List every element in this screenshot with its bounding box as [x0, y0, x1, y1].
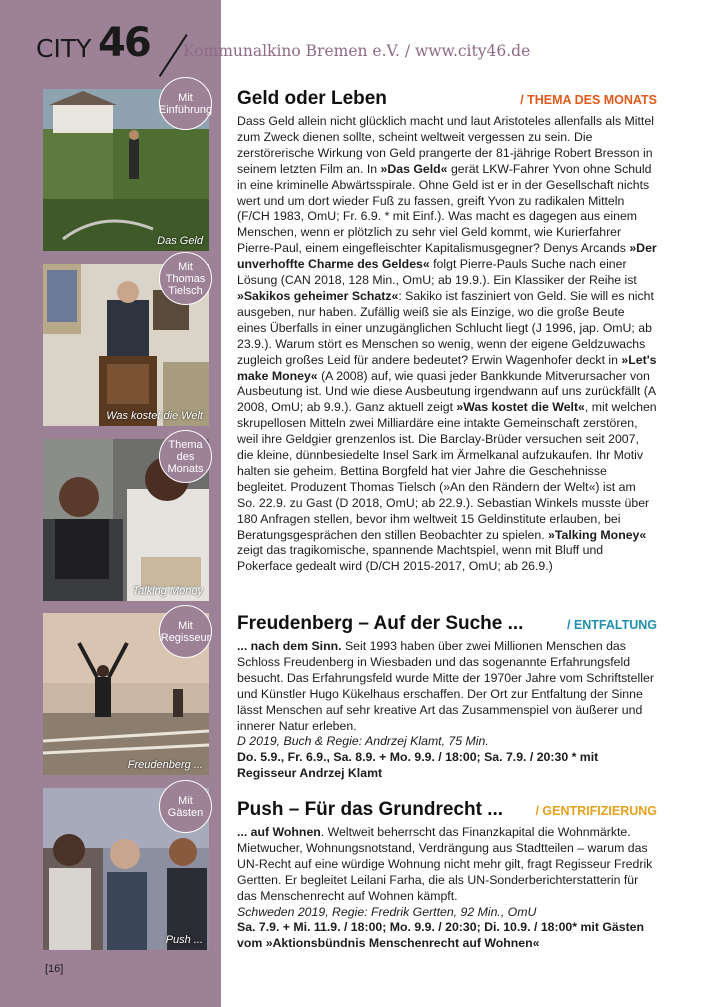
- film-title[interactable]: »Das Geld«: [380, 161, 448, 176]
- article-body: ... nach dem Sinn. Seit 1993 haben über zwei Millionen Menschen das Schloss Freudenberg in Wiesbaden und das sogenannte Erfahrungsfeld besucht. Das Erfahrungsfeld wurde Mitte der 1970er Jahre vom Schriftsteller und Künstler Hugo Kükelhaus erschaffen. Der Ort zur Entfaltung der Sinne lässt Menschen auf sehr kreative Art das Zusammenspiel von äußerer und innerer Natur erleben.: [237, 639, 654, 733]
- article-title[interactable]: Geld oder Leben: [237, 88, 387, 109]
- article-title-row: [237, 611, 657, 635]
- film-title[interactable]: »Was kostet die Welt«: [456, 400, 585, 415]
- article-tag[interactable]: / ENTFALTUNG: [566, 618, 657, 632]
- article-title-row: [237, 86, 657, 110]
- article-geld-oder-leben: [237, 86, 657, 575]
- article-title[interactable]: Push – Für das Grundrecht ...: [237, 799, 504, 820]
- article-tag[interactable]: / GENTRIFIZIERUNG: [535, 804, 657, 818]
- badge-einfuehrung: Mit Einführung: [159, 77, 212, 130]
- article-freudenberg: [237, 611, 657, 782]
- film-caption: Was kostet die Welt: [106, 410, 203, 422]
- article-body: ... auf Wohnen. Weltweit beherrscht das Finanzkapital die Wohnmärkte. Mietwucher, Wohnungsnotstand, Verdrängung aus Stadtteilen – warum das UN-Recht auf eine würdige Wohnung nicht mehr gilt, fragt Regisseur Fredrik Gertten. Er begleitet Leilani Farha, die als UN-Sonderberichterstatterin für das Menschenrecht auf Wohnen kämpft.: [237, 825, 653, 903]
- film-title[interactable]: »Der unverhoffte Charme des Geldes«: [237, 241, 657, 272]
- badge-regisseur: Mit Regisseur: [159, 605, 212, 658]
- screening-dates: Sa. 7.9. + Mi. 11.9. / 18:00; Mo. 9.9. / 20:30; Di. 10.9. / 18:00* mit Gästen vom »Aktionsbündnis Menschenrecht auf Wohnen«: [237, 920, 645, 951]
- article-title-row: [237, 797, 657, 821]
- film-caption: Talking Money: [132, 585, 203, 597]
- article-title[interactable]: Freudenberg – Auf der Suche ...: [237, 613, 524, 634]
- article-lead: ... nach dem Sinn.: [237, 639, 342, 653]
- article-tag[interactable]: / THEMA DES MONATS: [520, 93, 657, 107]
- film-credits: Schweden 2019, Regie: Fredrik Gertten, 92 Min., OmU: [237, 904, 537, 919]
- film-title[interactable]: »Talking Money«: [548, 527, 647, 542]
- logo-city-text: CITY: [36, 34, 92, 63]
- badge-gaesten: Mit Gästen: [159, 780, 212, 833]
- article-push: [237, 797, 657, 952]
- article-body: Dass Geld allein nicht glücklich macht und laut Aristoteles allenfalls als Mittel zum Zweck dienen sollte, scheint weltweit vergessen zu sein. Die zerstörerische Wirkung von Geld prangerte der 81-jährige Robert Bresson in seinem letzten Film an. In »Das Geld« gerät LKW-Fahrer Yvon ohne Schuld in eine kriminelle Abwärtsspirale. Ohne Geld ist er in der Gesellschaft nichts wert und um dort wieder Fuß zu fassen, greift Yvon zu radikalen Mitteln (F/CH 1983, OmU; Fr. 6.9. * mit Einf.). Was macht es dagegen aus einem Menschen, wenn er plötzlich zu sehr viel Geld kommt, wie Kurierfahrer Pierre-Paul, einem eingefleischter Kapitalismusgegner? Denys Arcands »Der unverhoffte Charme des Geldes« folgt Pierre-Pauls Suche nach einer Lösung (CAN 2018, 128 Min., OmU; ab 19.9.). Ein Klassiker der Reihe ist »Sakikos geheimer Schatz«: Sakiko ist fasziniert von Geld. Sie will es nicht ausgeben, nur haben. Zufällig weiß sie als Einzige, wo die große Beute eines Überfalls in einer unzugänglichen Schlucht liegt (J 1996, jap. OmU; ab 23.9.). Warum stört es Menschen so wenig, wenn der eigene Geldzuwachs zugleich großes Leid für andere bedeutet? Erwin Wagenhofer deckt in »Let's make Money« (A 2008) auf, wie quasi jeder Bankkunde Mitverursacher von Ausbeutung ist. Und wie diese Ausbeutung irgendwann auf uns zurückfällt (A 2008, OmU; ab 9.9.). Ganz aktuell zeigt »Was kostet die Welt«, mit welchen skrupellosen Mitteln zwei Milliardäre eine intakte Gemeinschaft zerstören, weil ihre Geldgier grenzenlos ist. Die Barclay-Brüder versuchen seit 2007, die kleine, dünnbesiedelte Insel Sark im Ärmelkanal aufzukaufen. Ihr Motiv halten sie geheim. Bettina Borgfeld hat vier Jahre die Geschehnisse begleitet. Produzent Thomas Tielsch (»An den Rändern der Welt«) ist am So. 22.9. zu Gast (D 2018, OmU; ab 22.9.). Sebastian Winkels musste über 180 Anfragen stellen, bevor ihm weltweit 15 Geldinstitute erlauben, bei Beratungsgesprächen den stillen Beobachter zu spielen. »Talking Money« zeigt das tragikomische, spannende Machtspiel, wenn mit Bluff und Pokerface gedealt wird (D/CH 2015-2017, OmU; ab 26.9.): [237, 114, 657, 574]
- screening-dates: Do. 5.9., Fr. 6.9., Sa. 8.9. + Mo. 9.9. / 18:00; Sa. 7.9. / 20:30 * mit Regisseur Andrzej Klamt: [237, 750, 599, 781]
- film-caption: Push ...: [165, 934, 203, 946]
- film-title[interactable]: »Let's make Money«: [237, 352, 657, 383]
- page-number: [16]: [45, 963, 64, 975]
- film-title[interactable]: »Sakikos geheimer Schatz«: [237, 288, 399, 303]
- film-caption: Freudenberg ...: [127, 759, 203, 771]
- film-credits: D 2019, Buch & Regie: Andrzej Klamt, 75 Min.: [237, 734, 489, 749]
- badge-thema-des-monats: Thema des Monats: [159, 430, 212, 483]
- logo-number: 46: [98, 20, 150, 66]
- badge-thomas-tielsch: Mit Thomas Tielsch: [159, 252, 212, 305]
- article-lead: ... auf Wohnen: [237, 825, 321, 839]
- film-caption: Das Geld: [157, 235, 203, 247]
- org-line[interactable]: Kommunalkino Bremen e.V. / www.city46.de: [183, 42, 531, 60]
